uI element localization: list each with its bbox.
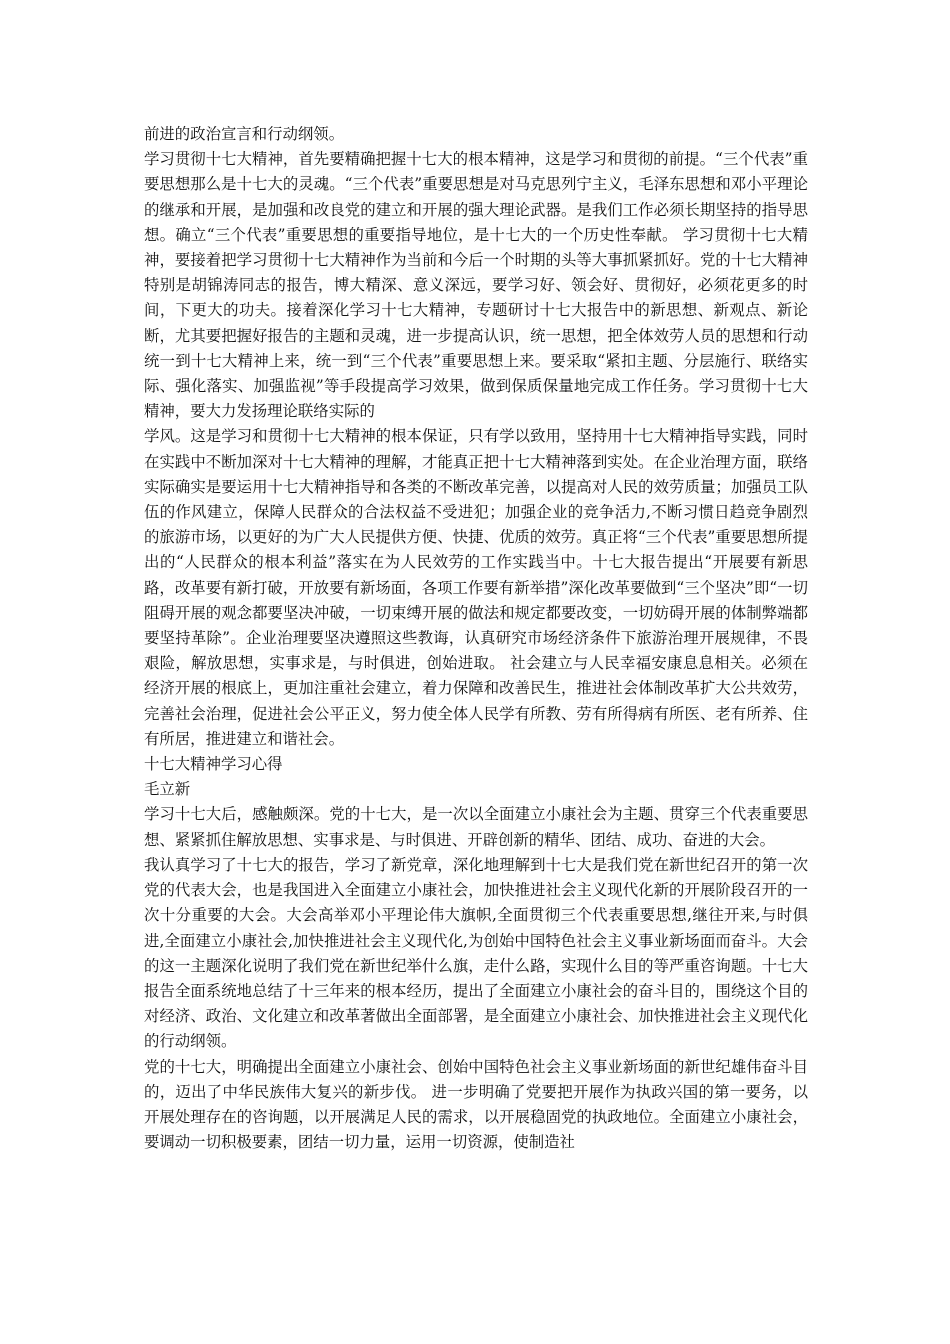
section-title: 十七大精神学习心得 (144, 755, 283, 774)
author-name: 毛立新 (144, 780, 191, 799)
paragraph: 前进的政治宣言和行动纲领。 (144, 125, 345, 143)
document-body (144, 122, 808, 1155)
paragraph: 学风。这是学习和贯彻十七大精神的根本保证，只有学以致用，坚持用十七大精神指导实践，同时在实践中不断加深对十七大精神的理解，才能真正把十七大精神落到实处。在企业治理方面，联络实际确实是要运用十七大精神指导和各类的不断改革完善，以提高对人民的效劳质量；加强员工队伍的作风建立，保障人民群众的合法权益不受进犯；加强企业的竞争活力,不断习惯日趋竞争剧烈的旅游市场，以更好的为广大人民提供方便、快捷、优质的效劳。真正将“三个代表”重要思想所提出的“人民群众的根本利益”落实在为人民效劳的工作实践当中。十七大报告提出“开展要有新思路，改革要有新打破，开放要有新场面，各项工作要有新举措”深化改革要做到“三个坚决”即“一切阻碍开展的观念都要坚决冲破，一切束缚开展的做法和规定都要改变，一切妨碍开展的体制弊端都要坚持革除”。企业治理要坚决遵照这些教诲，认真研究市场经济条件下旅游治理开展规律，不畏艰险，解放思想，实事求是，与时俱进，创始进取。 社会建立与人民幸福安康息息相关。必须在经济开展的根底上，更加注重社会建立，着力保障和改善民生，推进社会体制改革扩大公共效劳，完善社会治理，促进社会公平正义，努力使全体人民学有所教、劳有所得病有所医、老有所养、住有所居，推进建立和谐社会。 (144, 427, 808, 748)
paragraph: 我认真学习了十七大的报告，学习了新党章，深化地理解到十七大是我们党在新世纪召开的第一次党的代表大会，也是我国进入全面建立小康社会，加快推进社会主义现代化新的开展阶段召开的一次十分重要的大会。大会高举邓小平理论伟大旗帜,全面贯彻三个代表重要思想,继往开来,与时俱进,全面建立小康社会,加快推进社会主义现代化,为创始中国特色社会主义事业新场面而奋斗。大会的这一主题深化说明了我们党在新世纪举什么旗，走什么路，实现什么目的等严重咨询题。十七大报告全面系统地总结了十三年来的根本经历，提出了全面建立小康社会的奋斗目的，围绕这个目的对经济、政治、文化建立和改革著做出全面部署，是全面建立小康社会、加快推进社会主义现代化的行动纲领。 (144, 855, 808, 1051)
paragraph: 学习贯彻十七大精神，首先要精确把握十七大的根本精神，这是学习和贯彻的前提。“三个代表”重要思想那么是十七大的灵魂。“三个代表”重要思想是对马克思列宁主义，毛泽东思想和邓小平理论的继承和开展，是加强和改良党的建立和开展的强大理论武器。是我们工作必须长期坚持的指导思想。确立“三个代表”重要思想的重要指导地位，是十七大的一个历史性奉献。 学习贯彻十七大精神，要接着把学习贯彻十七大精神作为当前和今后一个时期的头等大事抓紧抓好。党的十七大精神特别是胡锦涛同志的报告，博大精深、意义深远，要学习好、领会好、贯彻好，必须花更多的时间，下更大的功夫。接着深化学习十七大精神，专题研讨十七大报告中的新思想、新观点、新论断，尤其要把握好报告的主题和灵魂，进一步提高认识，统一思想，把全体效劳人员的思想和行动统一到十七大精神上来，统一到“三个代表”重要思想上来。要采取“紧扣主题、分层施行、联络实际、强化落实、加强监视”等手段提高学习效果，做到保质保量地完成工作任务。学习贯彻十七大精神，要大力发扬理论联络实际的 (144, 150, 808, 421)
paragraph: 党的十七大，明确提出全面建立小康社会、创始中国特色社会主义事业新场面的新世纪雄伟奋斗目的，迈出了中华民族伟大复兴的新步伐。 进一步明确了党要把开展作为执政兴国的第一要务，以开展处理存在的咨询题，以开展满足人民的需求，以开展稳固党的执政地位。全面建立小康社会，要调动一切积极要素，团结一切力量，运用一切资源，使制造社 (144, 1057, 808, 1152)
paragraph: 学习十七大后，感触颇深。党的十七大，是一次以全面建立小康社会为主题、贯穿三个代表重要思想、紧紧抓住解放思想、实事求是、与时俱进、开辟创新的精华、团结、成功、奋进的大会。 (144, 805, 808, 849)
